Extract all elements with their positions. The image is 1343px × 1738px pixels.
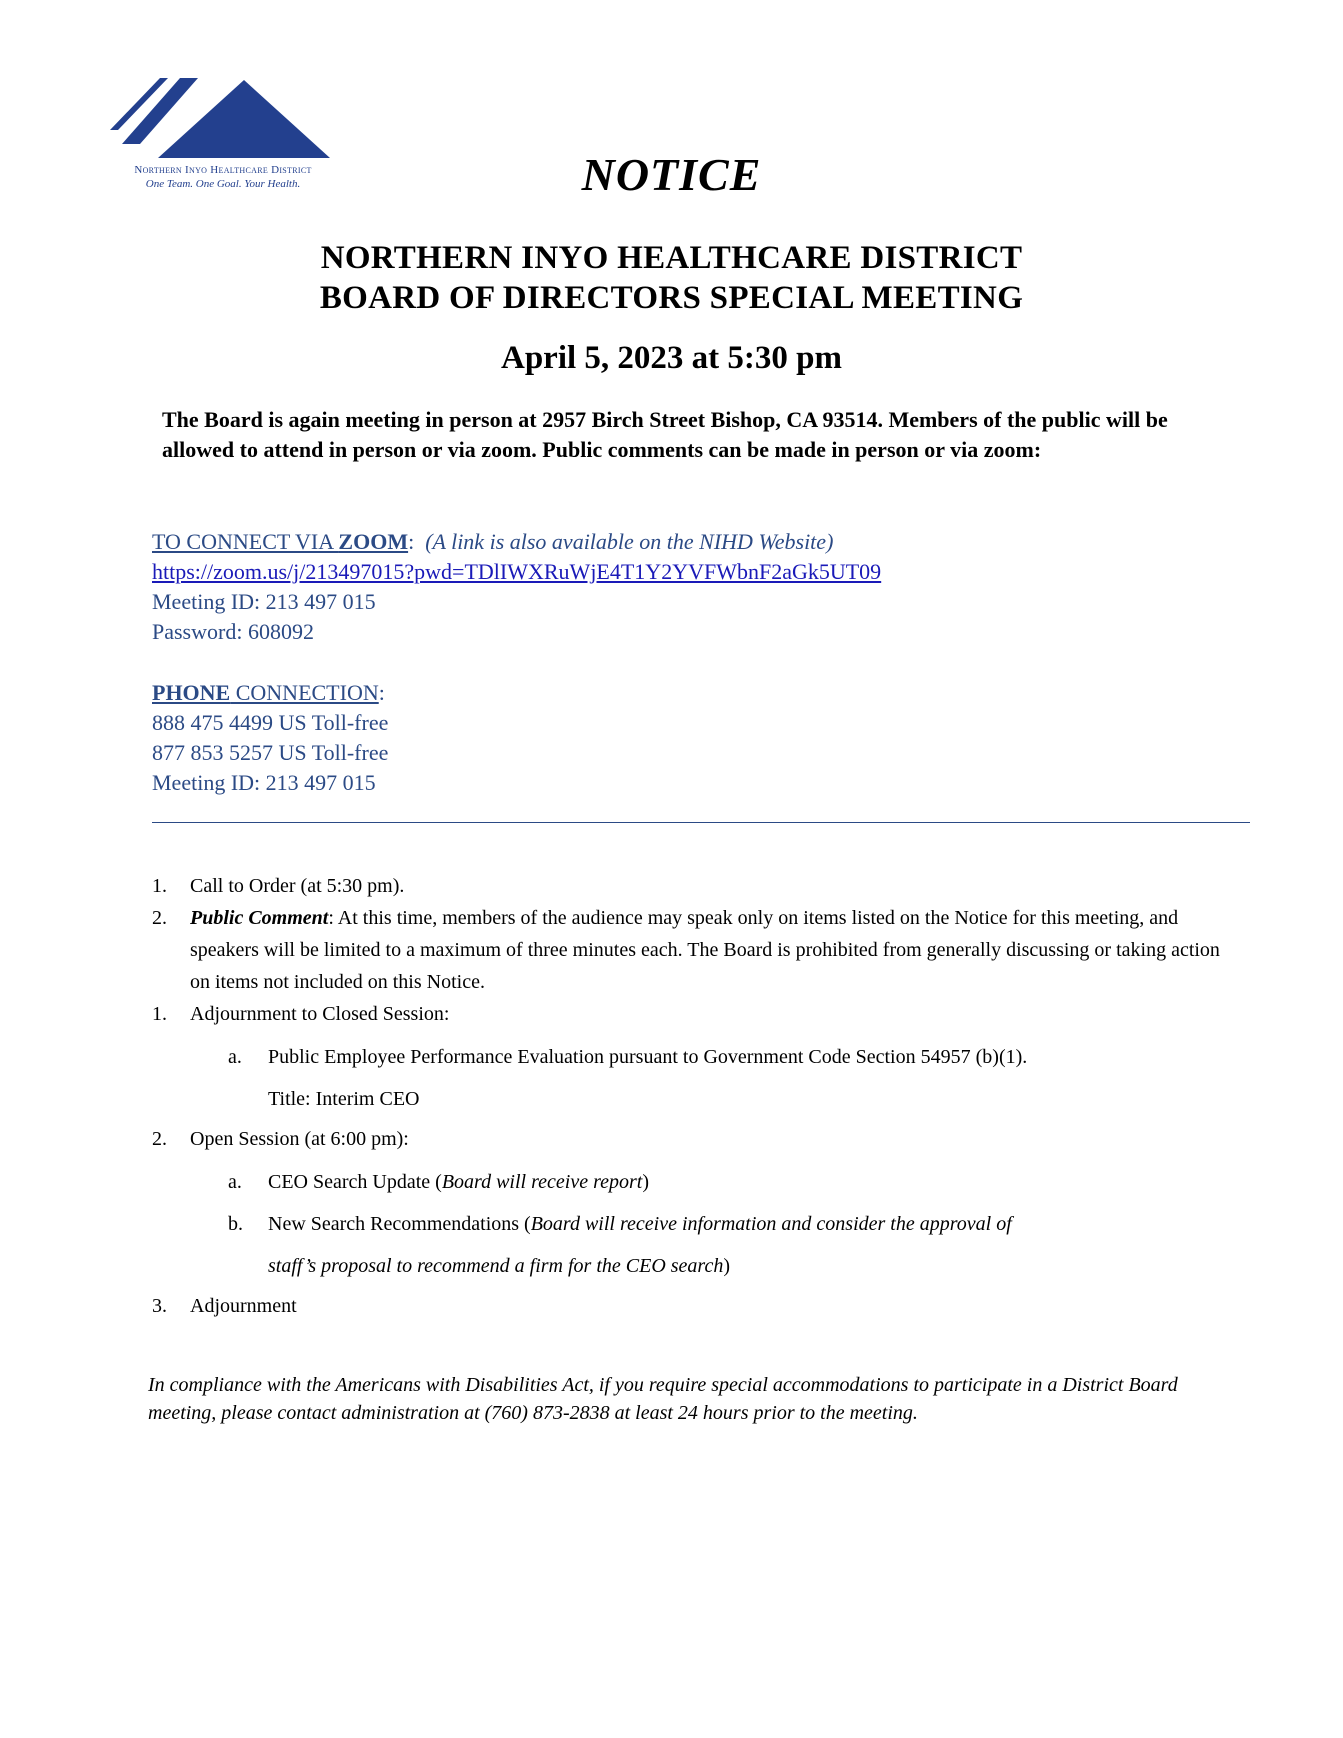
phone-number-1: 888 475 4499 US Toll-free: [152, 710, 389, 735]
subitem-letter: a.: [228, 1171, 242, 1193]
zoom-meeting-id: Meeting ID: 213 497 015: [152, 589, 376, 614]
zoom-heading: [152, 527, 881, 557]
zoom-note: (A link is also available on the NIHD Website): [425, 529, 834, 554]
meeting-date: April 5, 2023 at 5:30 pm: [501, 340, 842, 376]
section-divider: [152, 822, 1250, 823]
phone-label-rest: CONNECTION: [230, 680, 379, 705]
zoom-label-colon: :: [408, 529, 415, 554]
meeting-type: BOARD OF DIRECTORS SPECIAL MEETING: [319, 280, 1024, 316]
agenda-number: 3.: [152, 1295, 167, 1317]
subitem-text: [268, 1203, 1218, 1287]
subitem-plain: New Search Recommendations (: [268, 1213, 531, 1235]
phone-label-bold: PHONE: [152, 680, 231, 705]
phone-meeting-id: Meeting ID: 213 497 015: [152, 770, 376, 795]
agenda-number: 1.: [152, 875, 167, 897]
subitem-text: [268, 1161, 1218, 1203]
agenda-number: 1.: [152, 1003, 167, 1025]
agenda-text: Adjournment to Closed Session:: [190, 1003, 450, 1025]
zoom-label-prefix: TO CONNECT VIA: [152, 529, 339, 554]
public-comment-label: Public Comment: [190, 907, 329, 929]
zoom-label-bold: ZOOM: [338, 529, 409, 554]
zoom-link[interactable]: https://zoom.us/j/213497015?pwd=TDlIWXRuWjE4T1Y2YVFWbnF2aGk5UT09: [152, 559, 882, 584]
subitem-line-1: Public Employee Performance Evaluation pursuant to Government Code Section 54957 (b)(1).: [268, 1046, 1028, 1068]
phone-label-colon: :: [378, 680, 385, 705]
subitem-text: [268, 1036, 1218, 1120]
agenda-number: 2.: [152, 1128, 167, 1150]
phone-number-2: 877 853 5257 US Toll-free: [152, 740, 389, 765]
subitem-italic-1: Board will receive information and consider the approval of: [530, 1213, 1012, 1235]
intro-paragraph: The Board is again meeting in person at 2957 Birch Street Bishop, CA 93514. Members of the public will be allowed to attend in person or via zoom. Public comments can be made in person or via zoom:: [162, 407, 1168, 462]
public-comment-text: : At this time, members of the audience may speak only on items listed on the Notice for this meeting, and speakers will be limited to a maximum of three minutes each. The Board is prohibited from generally discussing or taking action on items not included on this Notice.: [190, 907, 1220, 993]
ada-compliance-notice: In compliance with the Americans with Disabilities Act, if you require special accommodations to participate in a District Board meeting, please contact administration at (760) 873-2838 at least 24 hours prior to the meeting.: [148, 1374, 1178, 1424]
subitem-line-2: Title: Interim CEO: [268, 1088, 420, 1110]
subitem-letter: b.: [228, 1213, 243, 1235]
zoom-connection-block: [152, 527, 881, 647]
agenda-number: 2.: [152, 907, 167, 929]
phone-heading: [152, 678, 388, 708]
subitem-italic: Board will receive report: [441, 1171, 643, 1193]
logo-tagline: One Team. One Goal. Your Health.: [145, 178, 301, 190]
subitem-letter: a.: [228, 1046, 242, 1068]
org-name: NORTHERN INYO HEALTHCARE DISTRICT: [320, 240, 1023, 276]
subitem-italic-2: staff’s proposal to recommend a firm for the CEO search: [268, 1255, 724, 1277]
logo-name: Northern Inyo Healthcare District: [134, 164, 312, 176]
subitem-plain: CEO Search Update (: [268, 1171, 442, 1193]
agenda-text: Open Session (at 6:00 pm):: [190, 1128, 409, 1150]
zoom-password: Password: 608092: [152, 619, 314, 644]
agenda-text: Call to Order (at 5:30 pm).: [190, 875, 405, 897]
subitem-close: ): [642, 1171, 650, 1193]
agenda-text: [190, 902, 1230, 998]
phone-connection-block: [152, 678, 388, 798]
subitem-close: ): [723, 1255, 731, 1277]
agenda-text: Adjournment: [190, 1295, 297, 1317]
notice-title: NOTICE: [581, 149, 762, 200]
